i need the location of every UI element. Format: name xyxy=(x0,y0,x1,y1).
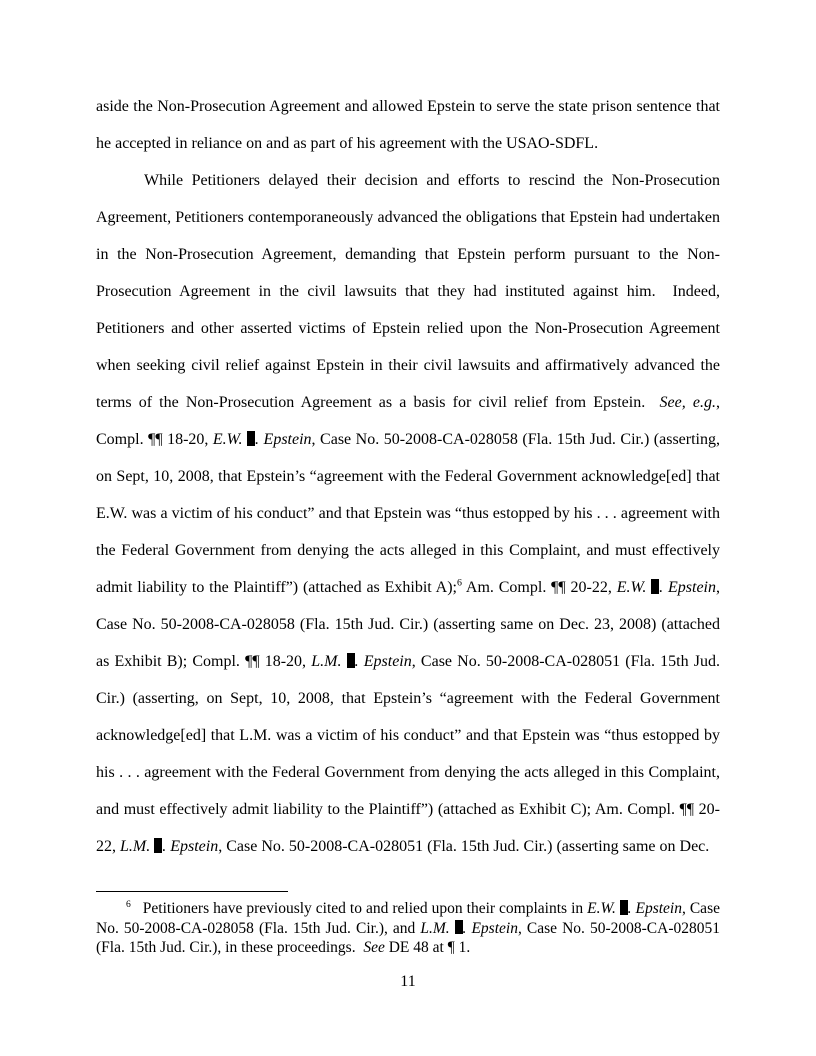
redaction-box xyxy=(455,920,463,935)
text-run: L.M. xyxy=(420,919,455,937)
text-run: E.W. xyxy=(587,900,620,917)
text-run: See, e.g. xyxy=(659,394,716,411)
text-run: . Epstein xyxy=(627,900,682,917)
text-run: , Compl. ¶¶ 18-20, xyxy=(96,394,720,448)
footnote xyxy=(96,899,720,958)
text-run: E.W. xyxy=(212,431,248,448)
text-run: . Epstein xyxy=(462,919,518,937)
text-run: L.M. xyxy=(311,653,347,670)
text-run: L.M. xyxy=(120,838,155,855)
text-run: . Epstein xyxy=(354,653,412,670)
redaction-box xyxy=(247,431,255,446)
text-run: aside the Non-Prosecution Agreement and allowed Epstein to serve the state prison sentence that he accepted in reliance on and as part of his agreement with the USAO-SDFL. xyxy=(96,98,720,152)
text-run: E.W. xyxy=(616,579,652,596)
text-run: DE 48 at ¶ 1. xyxy=(384,939,471,956)
text-run: , Case No. 50-2008-CA-028058 (Fla. 15th Jud. Cir.) (asserting same on Dec. 23, 2008) (attached as Exhibit B); Compl. ¶¶ 18-20, xyxy=(96,579,721,670)
text-run: . Epstein xyxy=(255,431,312,448)
text-run: , Case No. 50-2008-CA-028051 (Fla. 15th Jud. Cir.) (asserting, on Sept, 10, 2008, that Epstein’s “agreement with the Federal Government acknowledge[ed] that L.M. was a victim of his conduct” and that Epstein was “thus estopped by his . . . agreement with the Federal Government from denying the acts alleged in this Complaint, and must effectively admit liability to the Plaintiff”) (attached as Exhibit C); Am. Compl. ¶¶ 20-22, xyxy=(96,653,721,855)
redaction-box xyxy=(347,653,355,668)
paragraph-continuation xyxy=(96,88,720,162)
text-run: , Case No. 50-2008-CA-028051 (Fla. 15th Jud. Cir.) (asserting same on Dec. xyxy=(218,838,710,855)
page-number: 11 xyxy=(400,972,416,990)
redaction-box xyxy=(651,579,659,594)
text-run: . Epstein xyxy=(659,579,717,596)
footnote-reference: 6 xyxy=(457,577,462,589)
text-run: , Case No. 50-2008-CA-028058 (Fla. 15th Jud. Cir.) (asserting, on Sept, 10, 2008, that Epstein’s “agreement with the Federal Government acknowledge[ed] that E.W. was a victim of his conduct” and that Epstein was “thus estopped by his . . . agreement with the Federal Government from denying the acts alleged in this Complaint, and must effectively admit liability to the Plaintiff”) (attached as Exhibit A); xyxy=(96,431,720,596)
text-run: Petitioners have previously cited to and relied upon their complaints in xyxy=(130,900,588,917)
paragraph-main xyxy=(96,162,720,865)
text-run: , Case No. 50-2008-CA-028058 (Fla. 15th Jud. Cir.), and xyxy=(96,900,720,937)
footnote-separator xyxy=(96,891,288,892)
redaction-box xyxy=(620,900,628,915)
text-run: , Case No. 50-2008-CA-028051 (Fla. 15th Jud. Cir.), in these proceedings. xyxy=(96,919,721,956)
footnote-reference: 6 xyxy=(126,898,131,910)
text-run: . Epstein xyxy=(162,838,219,855)
text-run: See xyxy=(363,939,385,956)
text-run: While Petitioners delayed their decision and efforts to rescind the Non-Prosecution Agreement, Petitioners contemporaneously advanced the obligations that Epstein had undertaken in the Non-Prosecution Agreement, demanding that Epstein perform pursuant to the Non-Prosecution Agreement in the civil lawsuits that they had instituted against him. Indeed, Petitioners and other asserted victims of Epstein relied upon the Non-Prosecution Agreement when seeking civil relief against Epstein in their civil lawsuits and affirmatively advanced the terms of the Non-Prosecution Agreement as a basis for civil relief from Epstein. xyxy=(96,172,720,411)
text-run: Am. Compl. ¶¶ 20-22, xyxy=(461,579,617,596)
